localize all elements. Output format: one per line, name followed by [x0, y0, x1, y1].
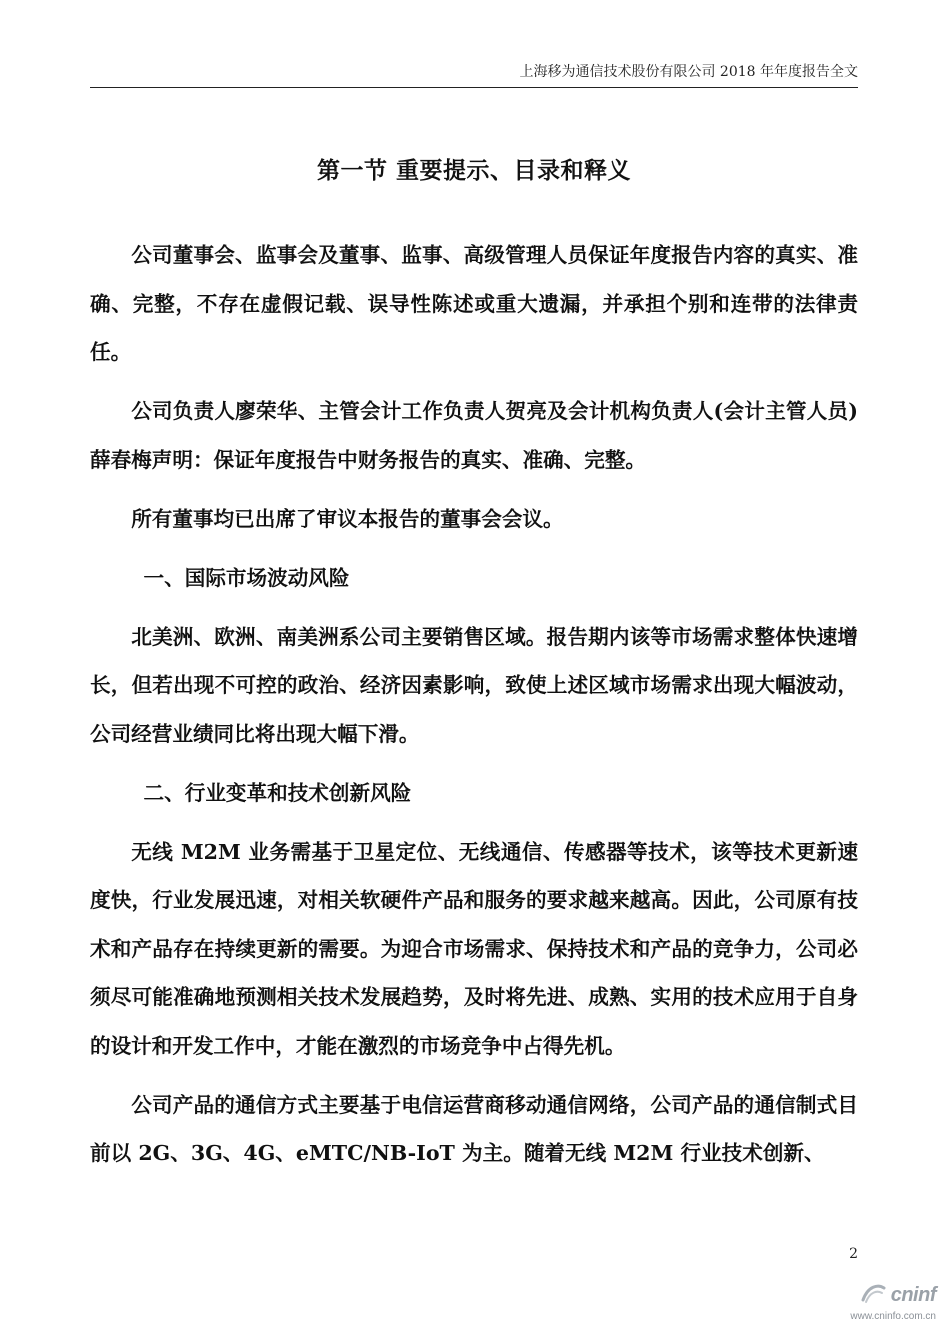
page-number: 2 [849, 1246, 858, 1262]
header-divider [90, 87, 858, 88]
document-body [90, 231, 858, 1188]
responsibility-statement-paragraph: 公司董事会、监事会及董事、监事、高级管理人员保证年度报告内容的真实、准确、完整，不存在虚假记载、误导性陈述或重大遗漏，并承担个别和连带的法律责任。 [90, 243, 858, 364]
running-header: 上海移为通信技术股份有限公司 2018 年年度报告全文 [519, 64, 858, 80]
cninfo-logo-icon [860, 1282, 886, 1309]
cninfo-url: www.cninfo.com.cn [850, 1311, 936, 1322]
financial-declaration-paragraph: 公司负责人廖荣华、主管会计工作负责人贺亮及会计机构负责人(会计主管人员)薛春梅声明：保证年度报告中财务报告的真实、准确、完整。 [90, 399, 858, 472]
cninfo-watermark [826, 1282, 936, 1323]
attendance-paragraph: 所有董事均已出席了审议本报告的董事会会议。 [131, 506, 564, 531]
risk-heading-industry-technology: 二、行业变革和技术创新风险 [143, 780, 412, 805]
communication-method-paragraph: 公司产品的通信方式主要基于电信运营商移动通信网络，公司产品的通信制式目前以 2G、3G、4G、eMTC/NB-IoT 为主。随着无线 M2M 行业技术创新、 [90, 1092, 858, 1165]
section-title: 第一节 重要提示、目录和释义 [316, 157, 631, 184]
cninfo-logo-text: cninf [890, 1284, 936, 1306]
risk-heading-international-market: 一、国际市场波动风险 [143, 565, 350, 590]
industry-technology-risk-paragraph: 无线 M2M 业务需基于卫星定位、无线通信、传感器等技术，该等技术更新速度快，行业发展迅速，对相关软硬件产品和服务的要求越来越高。因此，公司原有技术和产品存在持续更新的需要。为迎合市场需求、保持技术和产品的竞争力，公司必须尽可能准确地预测相关技术发展趋势，及时将先进、成熟、实用的技术应用于自身的设计和开发工作中，才能在激烈的市场竞争中占得先机。 [90, 839, 858, 1058]
international-market-risk-paragraph: 北美洲、欧洲、南美洲系公司主要销售区域。报告期内该等市场需求整体快速增长，但若出现不可控的政治、经济因素影响，致使上述区域市场需求出现大幅波动，公司经营业绩同比将出现大幅下滑。 [90, 624, 858, 746]
